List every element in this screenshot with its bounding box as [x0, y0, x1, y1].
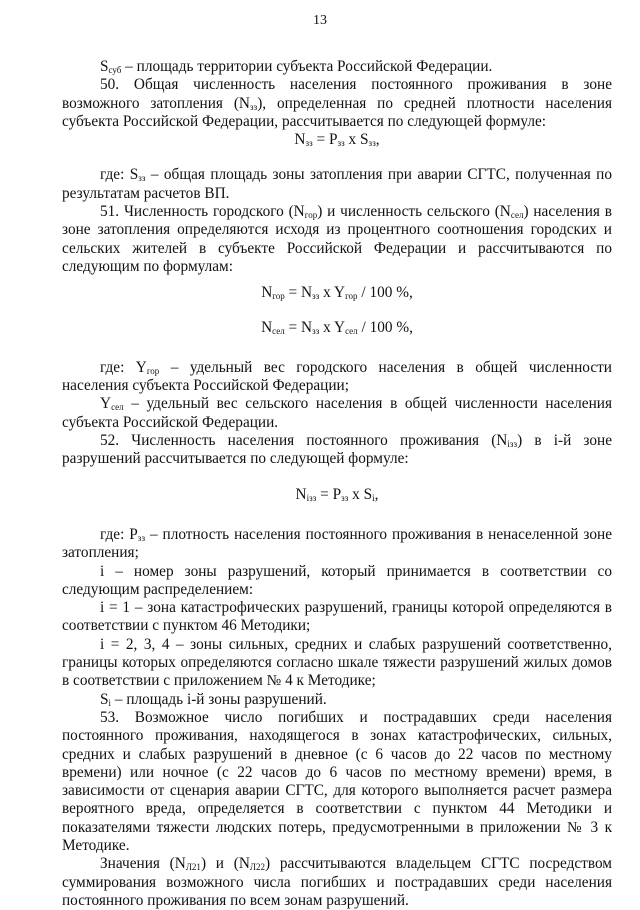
document-body	[62, 58, 612, 910]
paragraph-where-ygor: где: $Y_{гор}$ – удельный вес городского населения в общей численности населения субъекта Российской Федерации;	[62, 358, 612, 395]
formula-nzz: $N_{зз} = P_{зз}$ x $S_{зз}$,	[294, 131, 380, 149]
paragraph-ysel: $Y_{сел}$ – удельный вес сельского населения в общей численности населения субъекта Российской Федерации.	[62, 395, 612, 431]
paragraph-s-sub: $S_{суб}$ – площадь территории субъекта Российской Федерации.	[100, 58, 493, 75]
paragraph-52: 52. Численность населения постоянного проживания $(N_{iзз})$ в i-й зоне разрушений рассчитывается по следующей формуле:	[62, 432, 612, 468]
paragraph-where-pzz: где: $P_{зз}$ – плотность населения постоянного проживания в ненаселенной зоне затопления;	[62, 525, 612, 562]
paragraph-i-1: i = 1 – зона катастрофических разрушений, границы которой определяются в соответствии с пунктом 46 Методики;	[62, 599, 612, 635]
paragraph-i-definition: i – номер зоны разрушений, который принимается в соответствии со следующим распределением:	[62, 562, 612, 598]
paragraph-values: Значения $(N_{Л21})$ и $(N_{Л22})$ рассчитываются владельцем СГТС посредством суммирования возможного числа погибших и пострадавших среди населения постоянного проживания по всем зонам разрушений.	[62, 855, 612, 909]
paragraph-51: 51. Численность городского $(N_{гор})$ и численность сельского $(N_{сел})$ населения в зоне затопления определяются исходя из процентного соотношения городских и сельских жителей в субъекте Российской Федерации и рассчитываются по следующим по формулам:	[62, 203, 612, 275]
paragraph-where-szz: где: $S_{зз}$ – общая площадь зоны затопления при аварии СГТС, полученная по результатам расчетов ВП.	[62, 166, 612, 202]
page-number: 13	[313, 13, 327, 28]
formula-ngor: $N_{гор} = N_{зз}$ x $Y_{гор} / 100$ %,	[261, 284, 413, 302]
formula-nizz: $N_{iзз} = P_{зз}$ x $S_i$,	[295, 485, 379, 503]
paragraph-50: 50. Общая численность населения постоянного проживания в зоне возможного затопления $(N_{зз})$, определенная по средней плотности населения субъекта Российской Федерации, рассчитывается по следующей формуле:	[62, 76, 612, 130]
paragraph-s-i: $S_i$ – площадь i-й зоны разрушений.	[100, 690, 327, 708]
paragraph-53: 53. Возможное число погибших и пострадавших среди населения постоянного проживания, находящегося в зонах катастрофических, сильных, средних и слабых разрушений в дневное (с 6 часов до 22 часов по местному времени) или ночное (с 22 часов до 6 часов по местному времени) время, в зависимости от сценария аварии СГТС, для которого выполняется расчет размера вероятного вреда, определяется в соответствии с пунктом 44 Методики и показателями тяжести людских потерь, предусмотренными в приложении № 3 к Методике.	[62, 708, 612, 854]
paragraph-i-2-3-4: i = 2, 3, 4 – зоны сильных, средних и слабых разрушений соответственно, границы которых определяются согласно шкале тяжести разрушений жилых домов в соответствии с приложением № 4 к Методике;	[62, 635, 612, 690]
formula-nsel: $N_{сел} = N_{зз}$ x $Y_{сел} / 100$ %,	[261, 318, 413, 336]
